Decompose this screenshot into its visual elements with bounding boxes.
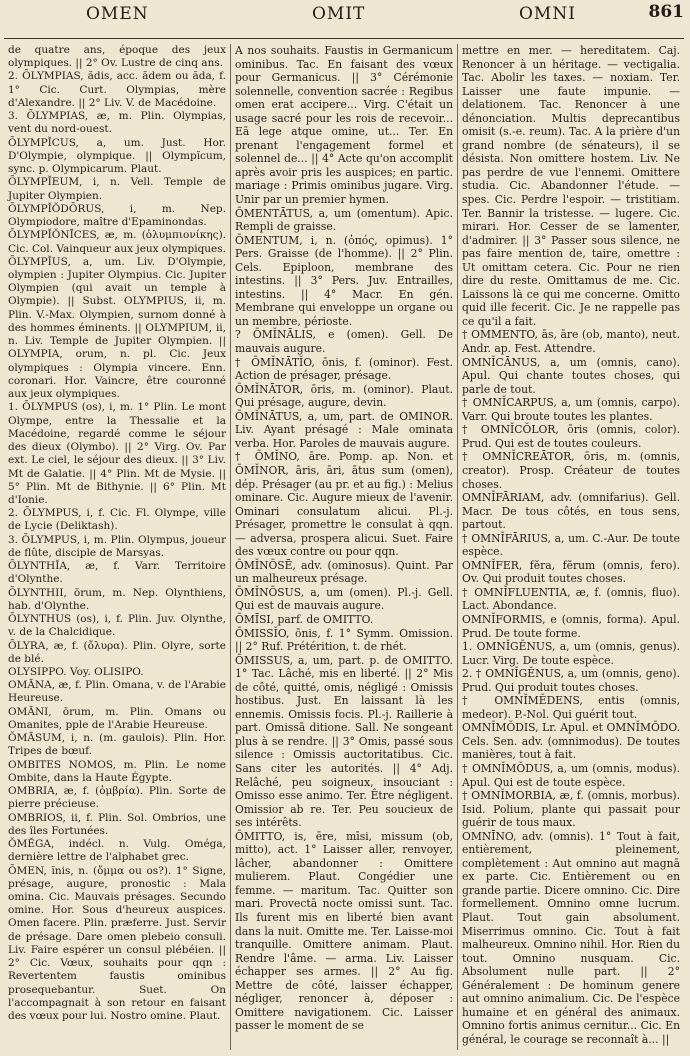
dictionary-entry: † OMNĬCŎLOR, ōris (omnis, color). Prud. Qui est de toutes couleurs. [462, 423, 680, 450]
dictionary-entry: OMNĬMŎDIS, Lr. Apul. et OMNĬMŎDO. Cels. Sen. adv. (omnimodus). De toutes manières, tout à fait. [462, 721, 680, 762]
dictionary-entry: OMBITES NOMOS, m. Plin. Le nome Ombite, dans la Haute Égypte. [8, 758, 226, 784]
dictionary-entry: 1. OMNĬGĔNUS, a, um (omnis, genus). Lucr. Virg. De toute espèce. [462, 640, 680, 667]
dictionary-entry: 3. ŌLYMPUS, i, m. Plin. Olympus, joueur de flûte, disciple de Marsyas. [8, 533, 226, 559]
dictionary-entry: de quatre ans, époque des jeux olympiques. || 2° Ov. Lustre de cinq ans. [8, 44, 226, 70]
dictionary-entry: ŌLYMPĬŎDŌRUS, i, m. Nep. Olympiodore, maître d'Epaminondas. [8, 202, 226, 229]
text-columns [4, 44, 684, 1050]
dictionary-entry: ŌMISSUS, a, um, part. p. de OMITTO. 1° Tac. Lâché, mis en liberté. || 2° Mis de côté, quitté, omis, négligé : Omissis hostibus. Just. En laissant là les ennemis. Omissis focis. Pl.-j. Raillerie à part. Omissā ditione. Sall. Ne songeant plus à se rendre. || 3° Omis, passé sous silence : Omissis auctoritatibus. Cic. Sans citer les autorités. || 4° Adj. Relâché, peu soigneux, insouciant : Omisso esse animo. Ter. Être négligent. Omissior ab re. Ter. Peu soucieux de ses intérêts. [235, 653, 453, 830]
dictionary-entry: OMBRIOS, ii, f. Plin. Sol. Ombrios, une des îles Fortunées. [8, 811, 226, 837]
dictionary-entry: ŌLYRA, æ, f. (ὄλυρα). Plin. Olyre, sorte de blé. [8, 639, 226, 665]
dictionary-entry: ŌMITTO, is, ēre, mīsi, missum (ob, mitto), act. 1° Laisser aller, renvoyer, lâcher, abandonner : Omittere mulierem. Plaut. Congédier une femme. — maritum. Tac. Quitter son mari. Provectā nocte omissi sunt. Tac. Ils furent mis en liberté bien avant dans la nuit. Omitte me. Ter. Laisse-moi tranquille. Omittere animam. Plaut. Rendre l'âme. — arma. Liv. Laisser échapper ses armes. || 2° Au fig. Mettre de côté, laisser échapper, négliger, renoncer à, déposer : Omittere navigationem. Cic. Laisser passer le moment de se [235, 829, 453, 1033]
dictionary-entry: ŌMĬNŌSUS, a, um (omen). Pl.-j. Gell. Qui est de mauvais augure. [235, 585, 453, 613]
page-header [0, 0, 690, 40]
dictionary-entry: † OMNĬMORBIA, æ, f. (omnis, morbus). Isid. Polium, plante qui passait pour guérir de tous maux. [462, 789, 680, 830]
dictionary-entry: 2. ŌLYMPUS, i, f. Cic. Fl. Olympe, ville de Lycie (Deliktash). [8, 507, 226, 533]
dictionary-entry: ŌMEN, ĭnis, n. (ὄμμα ou os?). 1° Signe, présage, augure, pronostic : Mala omina. Cic. Mauvais présages. Secundo omine. Hor. Sous d'heureux auspices. Omen facere. Plin. præferre. Just. Servir de présage. Dare omen plebeio consuli. Liv. Faire espérer un consul plébéien. || 2° Cic. Vœux, souhaits pour qqn : Revertentem faustis ominibus prosequebantur. Suet. On l'accompagnait à son retour en faisant des vœux pour lui. Nostro omine. Plaut. [8, 864, 226, 1023]
dictionary-entry: mettre en mer. — hereditatem. Caj. Renoncer à un héritage. — vectigalia. Tac. Abolir les taxes. — noxiam. Ter. Laisser une faute impunie. — delationem. Tac. Renoncer à une dénonciation. Multis deprecantibus omisit (s.-e. reum). Tac. A la prière d'un grand nombre (de sénateurs), il se désista. Non omittere hostem. Liv. Ne pas perdre de vue l'ennemi. Omittere studia. Cic. Abandonner l'étude. — spes. Cic. Perdre l'espoir. — tristitiam. Ter. Bannir la tristesse. — lugere. Cic. mirari. Hor. Cesser de se lamenter, d'admirer. || 3° Passer sous silence, ne pas faire mention de, taire, omettre : Ut omittam cetera. Cic. Pour ne rien dire du reste. Omittamus de me. Cic. Laissons là ce qui me concerne. Omitto quid ille fecerit. Cic. Je ne rappelle pas ce qu'il a fait. [462, 44, 680, 328]
dictionary-entry: OMNĬFORMIS, e (omnis, forma). Apul. Prud. De toute forme. [462, 612, 680, 640]
dictionary-entry: 2. ŌLYMPIAS, ădis, acc. ădem ou ăda, f. 1° Cic. Curt. Olympias, mère d'Alexandre. || 2° Liv. V. de Macédoine. [8, 70, 226, 109]
dictionary-entry: ŌMISSĬO, ōnis, f. 1° Symm. Omission. || 2° Ruf. Prétérition, t. de rhét. [235, 626, 453, 654]
dictionary-entry: ŌLYMPĬEUM, i, n. Vell. Temple de Jupiter Olympien. [8, 176, 226, 202]
dictionary-entry: OMĀNI, ōrum, m. Plin. Omans ou Omanites, pple de l'Arabie Heureuse. [8, 705, 226, 731]
dictionary-entry: OMBRIA, æ, f. (ὀμβρία). Plin. Sorte de pierre précieuse. [8, 785, 226, 811]
dictionary-entry: ŌLYMPĬCUS, a, um. Just. Hor. D'Olympie, olympique. || Olympĭcum, sync. p. Olympicarum. Plaut. [8, 136, 226, 176]
dictionary-entry: ŌMENTUM, i, n. (ὀπός, opimus). 1° Pers. Graisse (de l'homme). || 2° Plin. Cels. Epiploon, membrane des intestins. || 3° Pers. Juv. Entrailles, intestins. || 4° Macr. En gén. Membrane qui enveloppe un organe ou un membre, périoste. [235, 233, 453, 328]
dictionary-entry: OMNĬFER, fĕra, fĕrum (omnis, fero). Ov. Qui produit toutes choses. [462, 558, 680, 586]
dictionary-entry: ŌMĬNŌSĒ, adv. (ominosus). Quint. Par un malheureux présage. [235, 558, 453, 586]
dictionary-entry: ŌLYNTHUS (os), i, f. Plin. Juv. Olynthe, v. de la Chalcidique. [8, 613, 226, 639]
dictionary-entry: † OMMENTO, ās, āre (ob, manto), neut. Andr. ap. Fest. Attendre. [462, 328, 680, 356]
dictionary-entry: † ŌMĬNO, āre. Pomp. ap. Non. et ŌMĬNOR, āris, āri, ātus sum (omen), dép. Présager (au pr. et au fig.) : Melius ominare. Cic. Augure mieux de l'avenir. Ominari consulatum alicui. Pl.-j. Présager, promettre le consulat à qqn. — adversa, prospera alicui. Suet. Faire des vœux contre ou pour qqn. [235, 450, 453, 559]
dictionary-entry: OMNĪNO, adv. (omnis). 1° Tout à fait, entièrement, pleinement, complètement : Aut omnino aut magnā ex parte. Cic. Entièrement ou en grande partie. Dicere omnino. Cic. Dire formellement. Omnino omne lucrum. Plaut. Tout gain absolument. Miserrimus omnino. Cic. Tout à fait malheureux. Omnino nihil. Hor. Rien du tout. Omnino nusquam. Cic. Absolument nulle part. || 2° Généralement : De hominum genere aut omnino animalium. Cic. De l'espèce humaine et en général des animaux. Omnino fortis animus cernitur... Cic. En général, le courage se reconnaît à... || [462, 829, 680, 1046]
dictionary-entry: ŌLYNTHII, ōrum, m. Nep. Olynthiens, hab. d'Olynthe. [8, 586, 226, 612]
dictionary-entry: ŎMĀSUM, i, n. (m. gaulois). Plin. Hor. Tripes de bœuf. [8, 732, 226, 758]
dictionary-entry: ŌLYNTHĬA, æ, f. Varr. Territoire d'Olynthe. [8, 560, 226, 586]
dictionary-entry: † OMNĬCARPUS, a, um (omnis, carpo). Varr. Qui broute toutes les plantes. [462, 396, 680, 423]
dictionary-entry: † OMNĬFĀRIUS, a, um. C.-Aur. De toute espèce. [462, 531, 680, 559]
dictionary-entry: OLYSIPPO. Voy. OLISIPO. [8, 666, 144, 679]
dictionary-entry: ŌMĬNĀTUS, a, um, part. de OMINOR. Liv. Ayant présagé : Male ominata verba. Hor. Paroles de mauvais augure. [235, 409, 453, 450]
dictionary-entry: † OMNĬFLUENTIA, æ, f. (omnis, fluo). Lact. Abondance. [462, 585, 680, 613]
right-running-head: OMNI [519, 4, 576, 24]
dictionary-entry: 3. ŌLYMPIAS, æ, m. Plin. Olympias, vent du nord-ouest. [8, 110, 226, 136]
dictionary-entry: OMĀNA, æ, f. Plin. Omana, v. de l'Arabie Heureuse. [8, 679, 226, 705]
dictionary-entry: † OMNĬMŎDUS, a, um (omnis, modus). Apul. Qui est de toute espèce. [462, 761, 680, 789]
dictionary-entry: 1. ŌLYMPUS (os), i, m. 1° Plin. Le mont Olympe, entre la Thessalie et la Macédoine, regardé comme le séjour des dieux (Olymbo). || 2° Virg. Ov. Par ext. Le ciel, le séjour des dieux. || 3° Liv. Mt de Galatie. || 4° Plin. Mt de Mysie. || 5° Plin. Mt de Bithynie. || 6° Plin. Mt d'Ionie. [8, 401, 226, 506]
dictionary-entry: ŌMĪSI, parf. de OMITTO. [235, 612, 374, 626]
dictionary-entry: ŌMĬNĀTOR, ōris, m. (ominor). Plaut. Qui présage, augure, devin. [235, 382, 453, 410]
dictionary-entry: † OMNĬCREĀTOR, ōris, m. (omnis, creator). Prosp. Créateur de toutes choses. [462, 450, 680, 491]
dictionary-entry: OMNĬFĀRIAM, adv. (omnifarius). Gell. Macr. De tous côtés, en tous sens, partout. [462, 491, 680, 532]
header-rule [4, 38, 684, 39]
left-running-head: OMEN [86, 4, 149, 24]
dictionary-entry: ŎMĔGA, indécl. n. Vulg. Oméga, dernière lettre de l'alphabet grec. [8, 838, 226, 864]
dictionary-entry: OMNĬCĀNUS, a, um (omnis, cano). Apul. Qui chante toutes choses, qui parle de tout. [462, 355, 680, 396]
dictionary-entry: † OMNĬMĔDENS, entis (omnis, medeor). P.-Nol. Qui guérit tout. [462, 694, 680, 721]
dictionary-entry: 2. † OMNĬGĔNUS, a, um (omnis, geno). Prud. Qui produit toutes choses. [462, 667, 680, 694]
dictionary-entry: ŌLYMPĬŎNĪCES, æ, m. (ὀλυμπιονίκης). Cic. Col. Vainqueur aux jeux olympiques. [8, 229, 226, 255]
dictionary-entry: † ŌMĬNĀTĬO, ōnis, f. (ominor). Fest. Action de présager, présage. [235, 355, 453, 383]
column-1 [4, 44, 230, 1050]
dictionary-entry: A nos souhaits. Faustis in Germanicum ominibus. Tac. En faisant des vœux pour Germanicus. || 3° Cérémonie solennelle, convention sacrée : Regibus omen erat accipere... Virg. C'était un usage sacré pour les rois de recevoir... Eā lege atque omine, ut... Ter. En prenant l'engagement formel et solennel de... || 4° Acte qu'on accomplit après avoir pris les auspices; en partic. mariage : Primis ominibus jugare. Virg. Unir par un premier hymen. [235, 44, 453, 207]
page-number: 861 [648, 2, 684, 22]
column-3 [457, 44, 684, 1050]
column-2 [230, 44, 457, 1050]
center-running-head: OMIT [312, 4, 366, 24]
dictionary-entry: ? ŌMĬNĀLIS, e (omen). Gell. De mauvais augure. [235, 328, 453, 356]
dictionary-entry: ŌMENTĀTUS, a, um (omentum). Apic. Rempli de graisse. [235, 206, 453, 234]
dictionary-entry: ŌLYMPĬUS, a, um. Liv. D'Olympie, olympien : Jupiter Olympius. Cic. Jupiter Olympien (qui avait un temple à Olympie). || Subst. OLYMPIUS, ii, m. Plin. V.-Max. Olympien, surnom donné à des hommes éminents. || OLYMPIUM, ii, n. Liv. Temple de Jupiter Olympien. || OLYMPIA, orum, n. pl. Cic. Jeux olympiques : Olympia vincere. Enn. coronari. Hor. Vaincre, être couronné aux jeux olympiques. [8, 255, 226, 401]
